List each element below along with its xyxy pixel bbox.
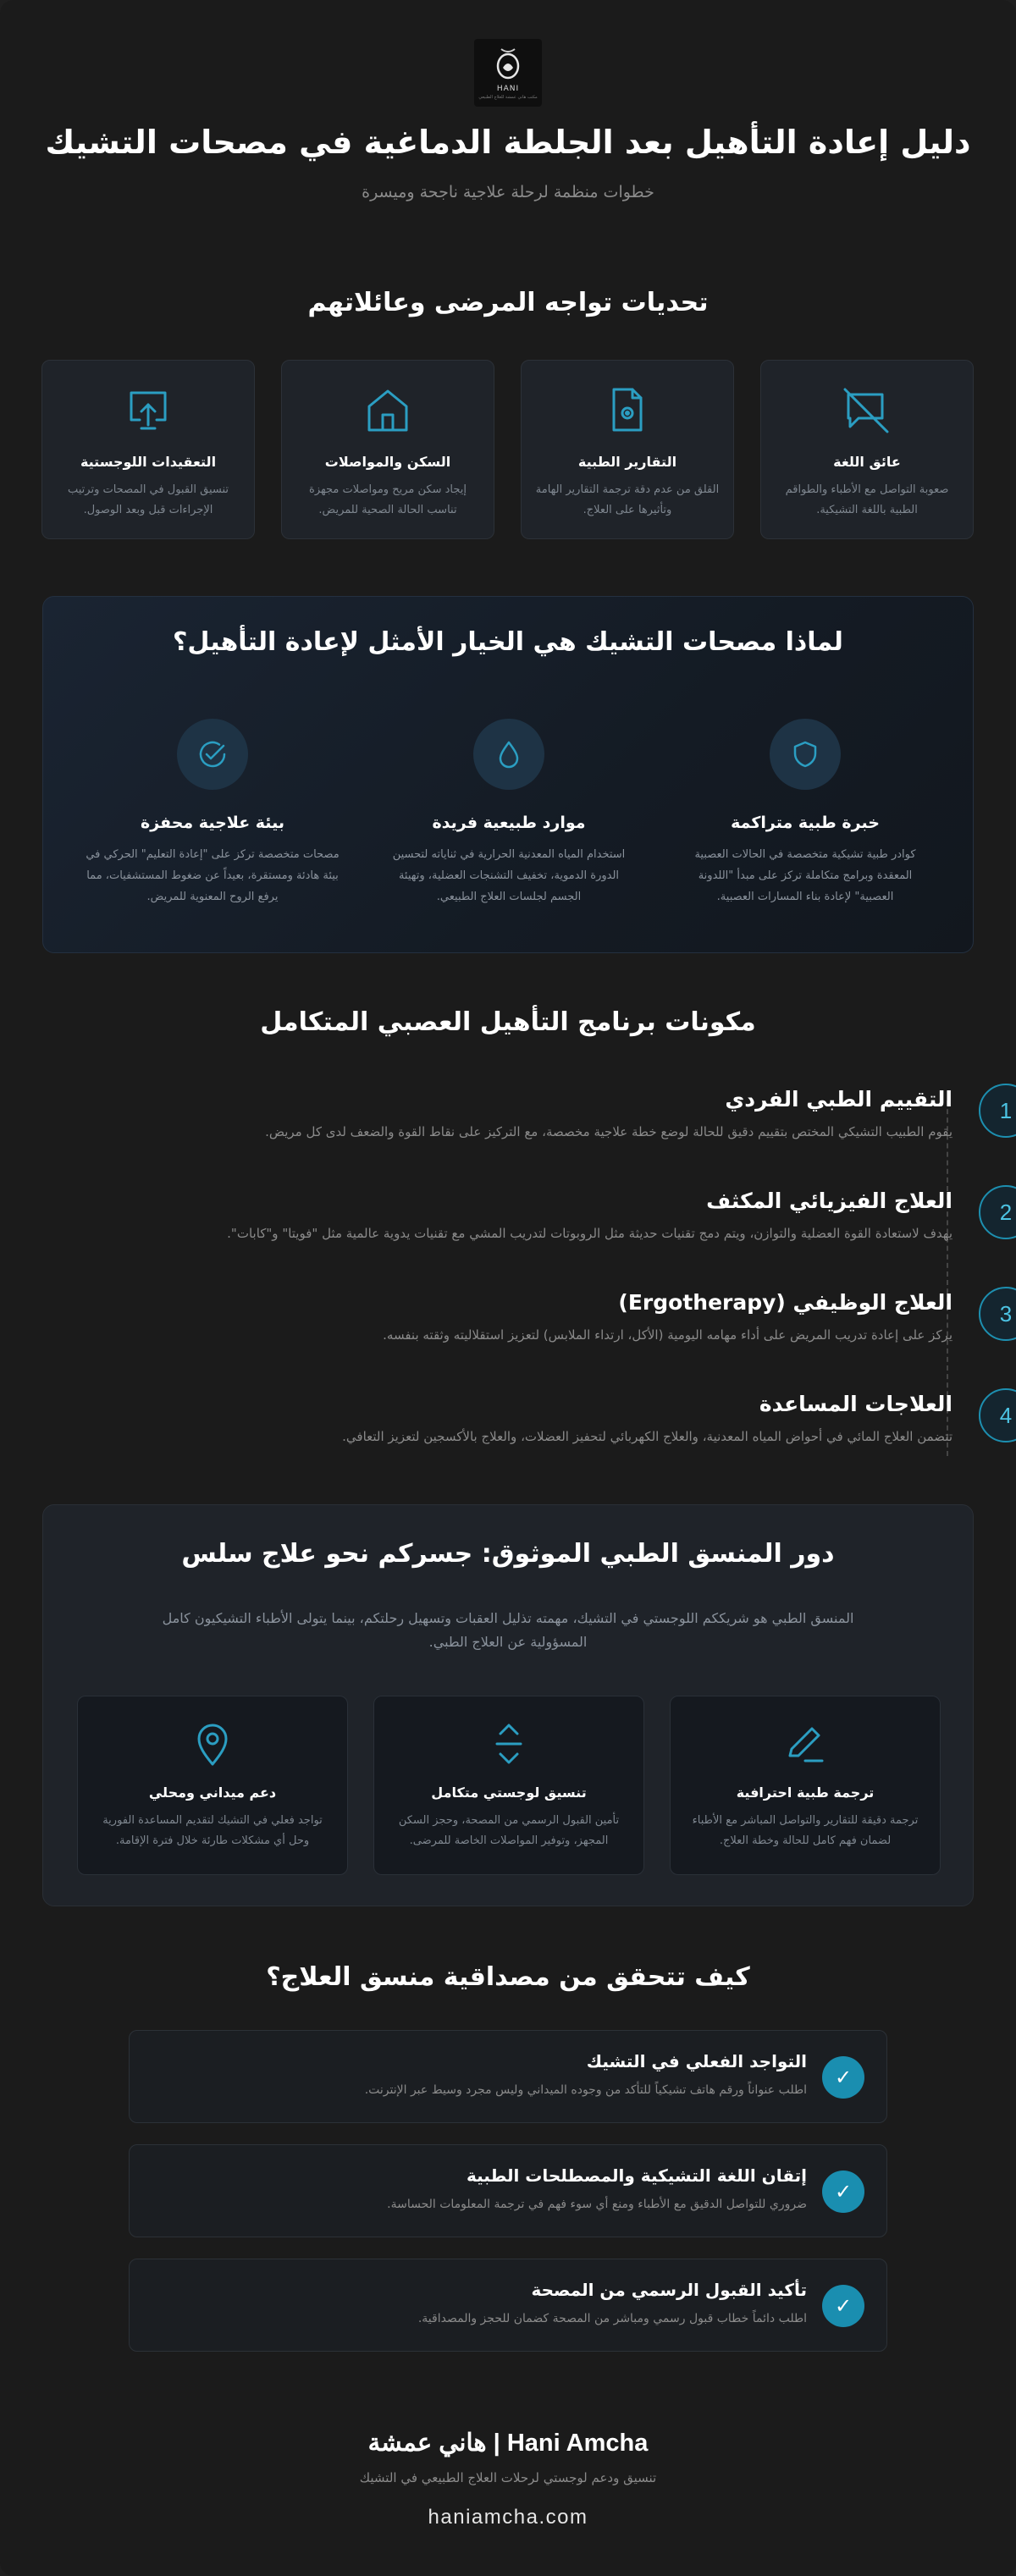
challenge-card-language xyxy=(760,360,974,539)
coordinator-card-translation xyxy=(670,1696,941,1875)
icon-circle xyxy=(177,719,248,790)
program-step xyxy=(80,1287,1013,1363)
challenge-card-logistics xyxy=(41,360,255,539)
step-desc: يهدف لاستعادة القوة العضلية والتوازن، ويتم دمج تقنيات حديثة مثل الروبوتات لتدريب المشي مع تقنيات يدوية عالمية مثل "فويتا" و"كابات". xyxy=(227,1226,952,1241)
home-icon xyxy=(362,384,413,435)
why-item-desc: استخدام المياه المعدنية الحرارية في ثناياته لتحسين الدورة الدموية، تخفيف التشنجات العضلية، وتهيئة الجسم لجلسات العلاج الطبيعي. xyxy=(392,848,626,903)
why-item-expertise xyxy=(678,719,932,907)
verify-item-title: التواجد الفعلي في التشيك xyxy=(586,2051,807,2071)
why-item-resources xyxy=(382,719,636,907)
challenge-card-housing xyxy=(281,360,494,539)
step-number: 1 xyxy=(979,1084,1016,1138)
challenge-title: السكن والمواصلات xyxy=(324,454,451,470)
footer-website-link[interactable]: haniamcha.com xyxy=(428,2506,588,2529)
verify-item-desc: اطلب دائماً خطاب قبول رسمي ومباشر من المصحة كضمان للحجز والمصداقية. xyxy=(417,2312,807,2325)
check-icon: ✓ xyxy=(822,2056,864,2099)
logo-emblem-icon xyxy=(491,46,525,83)
challenge-title: عائق اللغة xyxy=(833,454,901,470)
icon-circle xyxy=(770,719,841,790)
footer-name: Hani Amcha | هاني عمشة xyxy=(367,2430,649,2457)
coordinator-card-desc: تواجد فعلي في التشيك لتقديم المساعدة الفورية وحل أي مشكلات طارئة خلال فترة الإقامة. xyxy=(102,1814,323,1847)
icon-circle xyxy=(473,719,544,790)
verify-card xyxy=(129,2144,887,2237)
coordinator-card-support xyxy=(77,1696,348,1875)
step-title: العلاجات المساعدة xyxy=(759,1392,952,1416)
arrows-vertical-icon xyxy=(485,1720,533,1768)
logo-text: HANI xyxy=(496,85,520,93)
step-number: 3 xyxy=(979,1287,1016,1341)
verify-title: كيف تتحقق من مصداقية منسق العلاج؟ xyxy=(266,1962,750,1992)
why-item-title: خبرة طبية متراكمة xyxy=(731,814,880,832)
program-step xyxy=(80,1388,1013,1465)
check-circle-icon xyxy=(196,738,229,770)
challenges-title: تحديات تواجه المرضى وعائلاتهم xyxy=(307,288,709,317)
coordinator-intro: المنسق الطبي هو شريككم اللوجستي في التشيك، مهمته تذليل العقبات وتسهيل رحلتكم، بينما يتولى الأطباء التشيكيون كامل المسؤولية عن العلاج الطبي. xyxy=(162,1610,854,1650)
pen-icon xyxy=(781,1720,829,1768)
challenge-title: التعقيدات اللوجستية xyxy=(80,454,217,470)
coordinator-card-title: دعم ميداني ومحلي xyxy=(148,1784,277,1801)
challenge-card-reports xyxy=(521,360,734,539)
page-title: دليل إعادة التأهيل بعد الجلطة الدماغية في مصحات التشيك xyxy=(45,124,971,161)
step-desc: يقوم الطبيب التشيكي المختص بتقييم دقيق للحالة لوضع خطة علاجية مخصصة، مع التركيز على نقاط القوة والضعف لدى كل مريض. xyxy=(265,1124,952,1139)
why-item-environment xyxy=(86,719,340,907)
coordinator-card-desc: ترجمة دقيقة للتقارير والتواصل المباشر مع الأطباء لضمان فهم كامل للحالة وخطة العلاج. xyxy=(692,1814,919,1847)
check-icon: ✓ xyxy=(822,2171,864,2213)
step-desc: تتضمن العلاج المائي في أحواض المياه المعدنية، والعلاج الكهربائي لتحفيز العضلات، والعلاج بالأكسجين لتعزيز التعافي. xyxy=(342,1429,952,1444)
step-number: 2 xyxy=(979,1185,1016,1239)
no-chat-icon xyxy=(842,384,892,435)
why-item-desc: مصحات متخصصة تركز على "إعادة التعليم" الحركي في بيئة هادئة ومستقرة، بعيداً عن ضغوط المستشفيات، مما يرفع الروح المعنوية للمريض. xyxy=(86,848,340,903)
why-item-desc: كوادر طبية تشيكية متخصصة في الحالات العصبية المعقدة وبرامج متكاملة تركز على مبدأ "اللدونة العصبية" لإعادة بناء المسارات العصبية. xyxy=(694,848,916,903)
challenge-desc: القلق من عدم دقة ترجمة التقارير الهامة وتأثيرها على العلاج. xyxy=(535,483,720,516)
verify-item-title: تأكيد القبول الرسمي من المصحة xyxy=(531,2280,807,2300)
medical-report-icon xyxy=(602,384,653,435)
program-title: مكونات برنامج التأهيل العصبي المتكامل xyxy=(260,1007,756,1037)
logo-tagline: مكتب هاني عمشة للعلاج الطبيعي xyxy=(478,95,538,100)
verify-item-desc: اطلب عنواناً ورقم هاتف تشيكياً للتأكد من وجوده الميداني وليس مجرد وسيط عبر الإنترنت. xyxy=(364,2083,807,2097)
challenge-title: التقارير الطبية xyxy=(577,454,677,470)
challenge-desc: تنسيق القبول في المصحات وترتيب الإجراءات قبل وبعد الوصول. xyxy=(67,483,229,516)
shield-icon xyxy=(790,739,820,769)
coordinator-card-title: تنسيق لوجستي متكامل xyxy=(431,1784,587,1801)
coordinator-card-title: ترجمة طبية احترافية xyxy=(736,1784,875,1801)
challenge-desc: صعوبة التواصل مع الأطباء والطواقم الطبية باللغة التشيكية. xyxy=(785,483,949,516)
coordinator-title: دور المنسق الطبي الموثوق: جسركم نحو علاج سلس xyxy=(181,1539,835,1569)
why-title: لماذا مصحات التشيك هي الخيار الأمثل لإعادة التأهيل؟ xyxy=(173,627,843,657)
coordinator-card-logistics xyxy=(373,1696,644,1875)
verify-card xyxy=(129,2030,887,2123)
why-item-title: بيئة علاجية محفزة xyxy=(141,814,284,832)
step-title: التقييم الطبي الفردي xyxy=(725,1087,952,1111)
step-title: العلاج الوظيفي (Ergotherapy) xyxy=(618,1290,952,1315)
footer-subtitle: تنسيق ودعم لوجستي لرحلات العلاج الطبيعي في التشيك xyxy=(359,2470,657,2485)
water-drop-icon xyxy=(494,739,524,769)
verify-item-title: إتقان اللغة التشيكية والمصطلحات الطبية xyxy=(467,2165,807,2186)
why-item-title: موارد طبيعية فريدة xyxy=(432,814,586,832)
step-title: العلاج الفيزيائي المكثف xyxy=(706,1189,952,1213)
why-czech-panel xyxy=(42,596,974,953)
check-icon: ✓ xyxy=(822,2285,864,2327)
step-desc: يركز على إعادة تدريب المريض على أداء مهامه اليومية (الأكل، ارتداء الملابس) لتعزيز استقلاليته وثقته بنفسه. xyxy=(383,1327,952,1343)
verify-card xyxy=(129,2259,887,2352)
coordinator-panel xyxy=(42,1504,974,1906)
page-subtitle: خطوات منظمة لرحلة علاجية ناجحة وميسرة xyxy=(362,183,654,201)
step-number: 4 xyxy=(979,1388,1016,1442)
verify-item-desc: ضروري للتواصل الدقيق مع الأطباء ومنع أي سوء فهم في ترجمة المعلومات الحساسة. xyxy=(387,2198,807,2211)
upload-screen-icon xyxy=(123,384,174,435)
location-pin-icon xyxy=(189,1720,236,1768)
program-step xyxy=(80,1185,1013,1261)
program-step xyxy=(80,1084,1013,1160)
challenge-desc: إيجاد سكن مريح ومواصلات مجهزة تناسب الحالة الصحية للمريض. xyxy=(309,483,467,516)
coordinator-card-desc: تأمين القبول الرسمي من المصحة، وحجز السكن المجهز، وتوفير المواصلات الخاصة للمرضى. xyxy=(398,1814,620,1847)
logo xyxy=(474,39,542,107)
